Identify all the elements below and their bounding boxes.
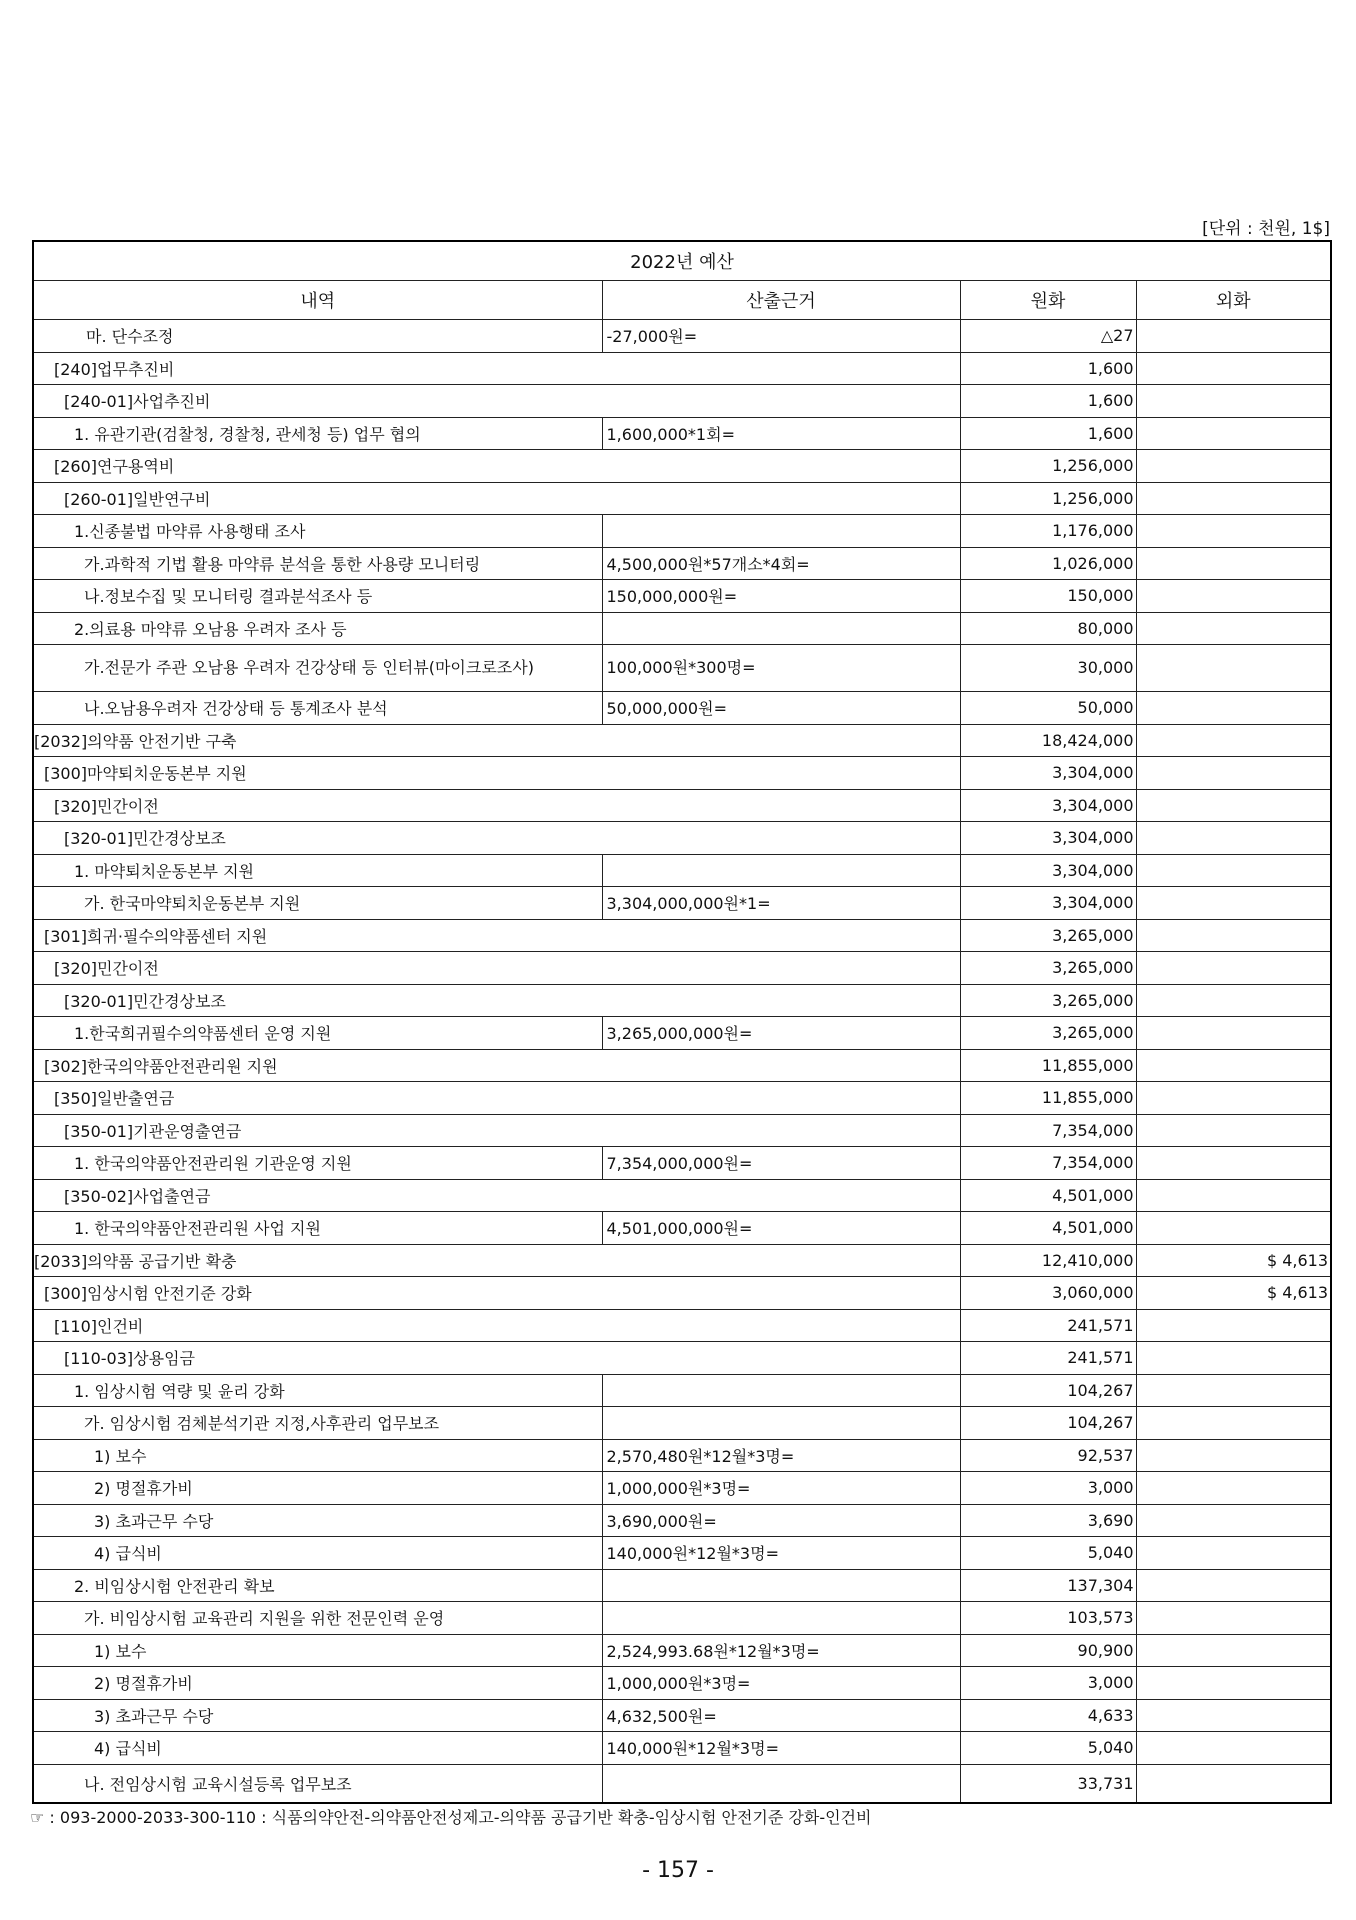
row-description: [260]연구용역비 (34, 450, 960, 483)
row-amount-krw: 7,354,000 (960, 1114, 1136, 1147)
row-amount-fx (1136, 320, 1330, 353)
row-description: 2. 비임상시험 안전관리 확보 (34, 1569, 602, 1602)
row-amount-fx (1136, 1732, 1330, 1765)
row-amount-krw: 92,537 (960, 1439, 1136, 1472)
table-row (34, 724, 1330, 757)
table-row (34, 854, 1330, 887)
row-description: 나.오남용우려자 건강상태 등 통계조사 분석 (34, 692, 602, 725)
page-number: - 157 - (642, 1858, 714, 1883)
table-row (34, 789, 1330, 822)
row-amount-krw: 90,900 (960, 1634, 1136, 1667)
row-description: [110]인건비 (34, 1309, 960, 1342)
row-amount-krw: 3,265,000 (960, 919, 1136, 952)
row-amount-fx (1136, 1147, 1330, 1180)
row-amount-fx (1136, 417, 1330, 450)
row-amount-krw: 103,573 (960, 1602, 1136, 1635)
header-basis: 산출근거 (602, 281, 960, 320)
row-amount-krw: 50,000 (960, 692, 1136, 725)
table-title: 2022년 예산 (34, 242, 1330, 281)
row-description: [240]업무추진비 (34, 352, 960, 385)
row-amount-krw: 11,855,000 (960, 1049, 1136, 1082)
footnote: ☞ : 093-2000-2033-300-110 : 식품의약안전-의약품안전성제고-의약품 공급기반 확충-임상시험 안전기준 강화-인건비 (30, 1808, 872, 1827)
row-amount-fx (1136, 984, 1330, 1017)
row-amount-krw: 7,354,000 (960, 1147, 1136, 1180)
row-basis: 140,000원*12월*3명= (602, 1732, 960, 1765)
row-amount-fx: $ 4,613 (1136, 1244, 1330, 1277)
row-amount-krw: 1,600 (960, 417, 1136, 450)
row-description: [320-01]민간경상보조 (34, 984, 960, 1017)
table-row (34, 822, 1330, 855)
row-basis (602, 1407, 960, 1440)
table-row (34, 1439, 1330, 1472)
row-description: 2) 명절휴가비 (34, 1472, 602, 1505)
row-description: 1. 임상시험 역량 및 윤리 강화 (34, 1374, 602, 1407)
table-row (34, 1082, 1330, 1115)
row-description: 3) 초과근무 수당 (34, 1699, 602, 1732)
row-basis (602, 1602, 960, 1635)
row-basis (602, 515, 960, 548)
row-amount-krw: 1,600 (960, 352, 1136, 385)
table-row (34, 887, 1330, 920)
row-description: [320-01]민간경상보조 (34, 822, 960, 855)
row-amount-fx (1136, 1439, 1330, 1472)
row-amount-krw: 18,424,000 (960, 724, 1136, 757)
row-description: 4) 급식비 (34, 1537, 602, 1570)
row-amount-fx (1136, 580, 1330, 613)
row-description: [240-01]사업추진비 (34, 385, 960, 418)
row-amount-fx (1136, 789, 1330, 822)
row-amount-fx (1136, 352, 1330, 385)
row-amount-fx (1136, 1764, 1330, 1802)
row-description: [320]민간이전 (34, 789, 960, 822)
row-amount-fx (1136, 724, 1330, 757)
row-basis: 3,690,000원= (602, 1504, 960, 1537)
row-description: 1. 유관기관(검찰청, 경찰청, 관세청 등) 업무 협의 (34, 417, 602, 450)
row-description: 1. 한국의약품안전관리원 기관운영 지원 (34, 1147, 602, 1180)
row-amount-fx (1136, 692, 1330, 725)
table-row (34, 692, 1330, 725)
table-row (34, 1537, 1330, 1570)
row-amount-fx (1136, 385, 1330, 418)
row-amount-krw: 241,571 (960, 1342, 1136, 1375)
table-row (34, 385, 1330, 418)
table-row (34, 1049, 1330, 1082)
row-amount-fx (1136, 952, 1330, 985)
row-basis: 1,600,000*1회= (602, 417, 960, 450)
table-row (34, 1277, 1330, 1310)
row-amount-krw: 12,410,000 (960, 1244, 1136, 1277)
row-amount-fx (1136, 1472, 1330, 1505)
row-amount-fx (1136, 1699, 1330, 1732)
table-row (34, 1147, 1330, 1180)
row-basis: 7,354,000,000원= (602, 1147, 960, 1180)
row-amount-krw: 3,304,000 (960, 789, 1136, 822)
table-row (34, 919, 1330, 952)
row-description: 가. 임상시험 검체분석기관 지정,사후관리 업무보조 (34, 1407, 602, 1440)
row-description: 1.신종불법 마약류 사용행태 조사 (34, 515, 602, 548)
row-amount-fx (1136, 1374, 1330, 1407)
table-row (34, 1342, 1330, 1375)
row-amount-fx (1136, 1569, 1330, 1602)
table-row (34, 1212, 1330, 1245)
row-amount-krw: 3,265,000 (960, 952, 1136, 985)
table-row (34, 1634, 1330, 1667)
table-row (34, 1244, 1330, 1277)
row-description: 4) 급식비 (34, 1732, 602, 1765)
row-description: [350-02]사업출연금 (34, 1179, 960, 1212)
table-row (34, 1179, 1330, 1212)
row-amount-krw: 241,571 (960, 1309, 1136, 1342)
budget-table-frame (32, 240, 1332, 1804)
row-description: [110-03]상용임금 (34, 1342, 960, 1375)
row-description: [2032]의약품 안전기반 구축 (34, 724, 960, 757)
row-amount-krw: 3,000 (960, 1472, 1136, 1505)
row-description: 1. 마약퇴치운동본부 지원 (34, 854, 602, 887)
row-basis: 3,265,000,000원= (602, 1017, 960, 1050)
unit-label: [단위 : 천원, 1$] (1202, 219, 1330, 239)
table-body (34, 320, 1330, 1802)
table-row (34, 320, 1330, 353)
table-row (34, 1309, 1330, 1342)
row-description: [300]마약퇴치운동본부 지원 (34, 757, 960, 790)
row-amount-fx (1136, 482, 1330, 515)
row-description: [350-01]기관운영출연금 (34, 1114, 960, 1147)
row-amount-fx (1136, 757, 1330, 790)
row-basis: 100,000원*300명= (602, 645, 960, 692)
row-description: 나.정보수집 및 모니터링 결과분석조사 등 (34, 580, 602, 613)
row-basis: 3,304,000,000원*1= (602, 887, 960, 920)
row-amount-krw: 80,000 (960, 612, 1136, 645)
row-amount-krw: △27 (960, 320, 1136, 353)
row-basis: 4,500,000원*57개소*4회= (602, 547, 960, 580)
row-amount-fx (1136, 450, 1330, 483)
row-amount-fx (1136, 1179, 1330, 1212)
row-amount-krw: 1,256,000 (960, 482, 1136, 515)
row-description: [301]희귀·필수의약품센터 지원 (34, 919, 960, 952)
row-amount-fx (1136, 1082, 1330, 1115)
row-description: [320]민간이전 (34, 952, 960, 985)
row-amount-krw: 4,501,000 (960, 1212, 1136, 1245)
table-row (34, 1602, 1330, 1635)
row-basis (602, 1764, 960, 1802)
row-basis: 2,570,480원*12월*3명= (602, 1439, 960, 1472)
table-row (34, 984, 1330, 1017)
row-amount-krw: 4,633 (960, 1699, 1136, 1732)
row-description: [302]한국의약품안전관리원 지원 (34, 1049, 960, 1082)
row-description: 나. 전임상시험 교육시설등록 업무보조 (34, 1764, 602, 1802)
row-amount-krw: 5,040 (960, 1537, 1136, 1570)
row-amount-krw: 5,040 (960, 1732, 1136, 1765)
row-amount-krw: 3,000 (960, 1667, 1136, 1700)
table-row (34, 450, 1330, 483)
row-amount-fx (1136, 1017, 1330, 1050)
row-basis (602, 1374, 960, 1407)
row-amount-krw: 150,000 (960, 580, 1136, 613)
row-amount-fx (1136, 547, 1330, 580)
row-description: 2.의료용 마약류 오남용 우려자 조사 등 (34, 612, 602, 645)
row-description: 가. 한국마약퇴치운동본부 지원 (34, 887, 602, 920)
row-description: 3) 초과근무 수당 (34, 1504, 602, 1537)
table-row (34, 952, 1330, 985)
table-row (34, 1699, 1330, 1732)
row-basis: 2,524,993.68원*12월*3명= (602, 1634, 960, 1667)
table-row (34, 417, 1330, 450)
row-description: 1. 한국의약품안전관리원 사업 지원 (34, 1212, 602, 1245)
row-amount-fx (1136, 1342, 1330, 1375)
row-amount-fx (1136, 645, 1330, 692)
table-row (34, 1667, 1330, 1700)
table-row (34, 1732, 1330, 1765)
table-row (34, 645, 1330, 692)
row-basis: 140,000원*12월*3명= (602, 1537, 960, 1570)
row-amount-fx (1136, 854, 1330, 887)
row-amount-krw: 3,304,000 (960, 822, 1136, 855)
row-amount-krw: 104,267 (960, 1407, 1136, 1440)
row-basis: 4,632,500원= (602, 1699, 960, 1732)
row-description: [350]일반출연금 (34, 1082, 960, 1115)
row-amount-krw: 3,265,000 (960, 984, 1136, 1017)
table-row (34, 515, 1330, 548)
row-amount-fx (1136, 515, 1330, 548)
row-amount-fx (1136, 1602, 1330, 1635)
row-amount-fx (1136, 919, 1330, 952)
row-amount-krw: 11,855,000 (960, 1082, 1136, 1115)
table-row (34, 352, 1330, 385)
row-description: 가. 비임상시험 교육관리 지원을 위한 전문인력 운영 (34, 1602, 602, 1635)
row-amount-krw: 1,256,000 (960, 450, 1136, 483)
row-amount-fx (1136, 1049, 1330, 1082)
row-amount-fx (1136, 1407, 1330, 1440)
row-amount-krw: 3,304,000 (960, 757, 1136, 790)
table-row (34, 757, 1330, 790)
row-description: 2) 명절휴가비 (34, 1667, 602, 1700)
row-amount-krw: 30,000 (960, 645, 1136, 692)
row-basis (602, 612, 960, 645)
budget-table (34, 242, 1330, 1802)
table-row (34, 612, 1330, 645)
table-row (34, 482, 1330, 515)
row-basis: 4,501,000,000원= (602, 1212, 960, 1245)
row-basis: 50,000,000원= (602, 692, 960, 725)
row-amount-krw: 137,304 (960, 1569, 1136, 1602)
row-basis: -27,000원= (602, 320, 960, 353)
table-row (34, 547, 1330, 580)
row-amount-fx (1136, 612, 1330, 645)
row-description: 가.과학적 기법 활용 마약류 분석을 통한 사용량 모니터링 (34, 547, 602, 580)
row-amount-fx (1136, 1212, 1330, 1245)
row-description: [2033]의약품 공급기반 확충 (34, 1244, 960, 1277)
row-amount-krw: 3,265,000 (960, 1017, 1136, 1050)
row-amount-fx (1136, 1537, 1330, 1570)
row-amount-krw: 1,026,000 (960, 547, 1136, 580)
row-amount-fx (1136, 1634, 1330, 1667)
header-description: 내역 (34, 281, 602, 320)
header-krw: 원화 (960, 281, 1136, 320)
table-row (34, 1374, 1330, 1407)
row-basis (602, 1569, 960, 1602)
row-amount-fx (1136, 1667, 1330, 1700)
table-row (34, 1472, 1330, 1505)
table-row (34, 1569, 1330, 1602)
row-basis: 1,000,000원*3명= (602, 1667, 960, 1700)
row-basis (602, 854, 960, 887)
table-row (34, 1114, 1330, 1147)
row-amount-krw: 3,690 (960, 1504, 1136, 1537)
row-amount-fx (1136, 1504, 1330, 1537)
table-row (34, 1017, 1330, 1050)
row-amount-krw: 3,304,000 (960, 854, 1136, 887)
row-description: [300]임상시험 안전기준 강화 (34, 1277, 960, 1310)
row-amount-krw: 33,731 (960, 1764, 1136, 1802)
row-description: 1) 보수 (34, 1634, 602, 1667)
row-description: 1.한국희귀필수의약품센터 운영 지원 (34, 1017, 602, 1050)
table-row (34, 1764, 1330, 1802)
row-amount-krw: 104,267 (960, 1374, 1136, 1407)
row-basis: 1,000,000원*3명= (602, 1472, 960, 1505)
table-row (34, 1407, 1330, 1440)
row-description: 가.전문가 주관 오남용 우려자 건강상태 등 인터뷰(마이크로조사) (34, 645, 602, 692)
row-amount-fx (1136, 887, 1330, 920)
row-description: 1) 보수 (34, 1439, 602, 1472)
row-amount-krw: 3,060,000 (960, 1277, 1136, 1310)
row-amount-fx (1136, 822, 1330, 855)
row-amount-fx (1136, 1114, 1330, 1147)
row-amount-fx: $ 4,613 (1136, 1277, 1330, 1310)
row-description: [260-01]일반연구비 (34, 482, 960, 515)
table-row (34, 1504, 1330, 1537)
row-amount-krw: 1,176,000 (960, 515, 1136, 548)
row-description: 마. 단수조정 (34, 320, 602, 353)
row-basis: 150,000,000원= (602, 580, 960, 613)
header-fx: 외화 (1136, 281, 1330, 320)
row-amount-krw: 1,600 (960, 385, 1136, 418)
table-row (34, 580, 1330, 613)
row-amount-krw: 4,501,000 (960, 1179, 1136, 1212)
row-amount-krw: 3,304,000 (960, 887, 1136, 920)
row-amount-fx (1136, 1309, 1330, 1342)
